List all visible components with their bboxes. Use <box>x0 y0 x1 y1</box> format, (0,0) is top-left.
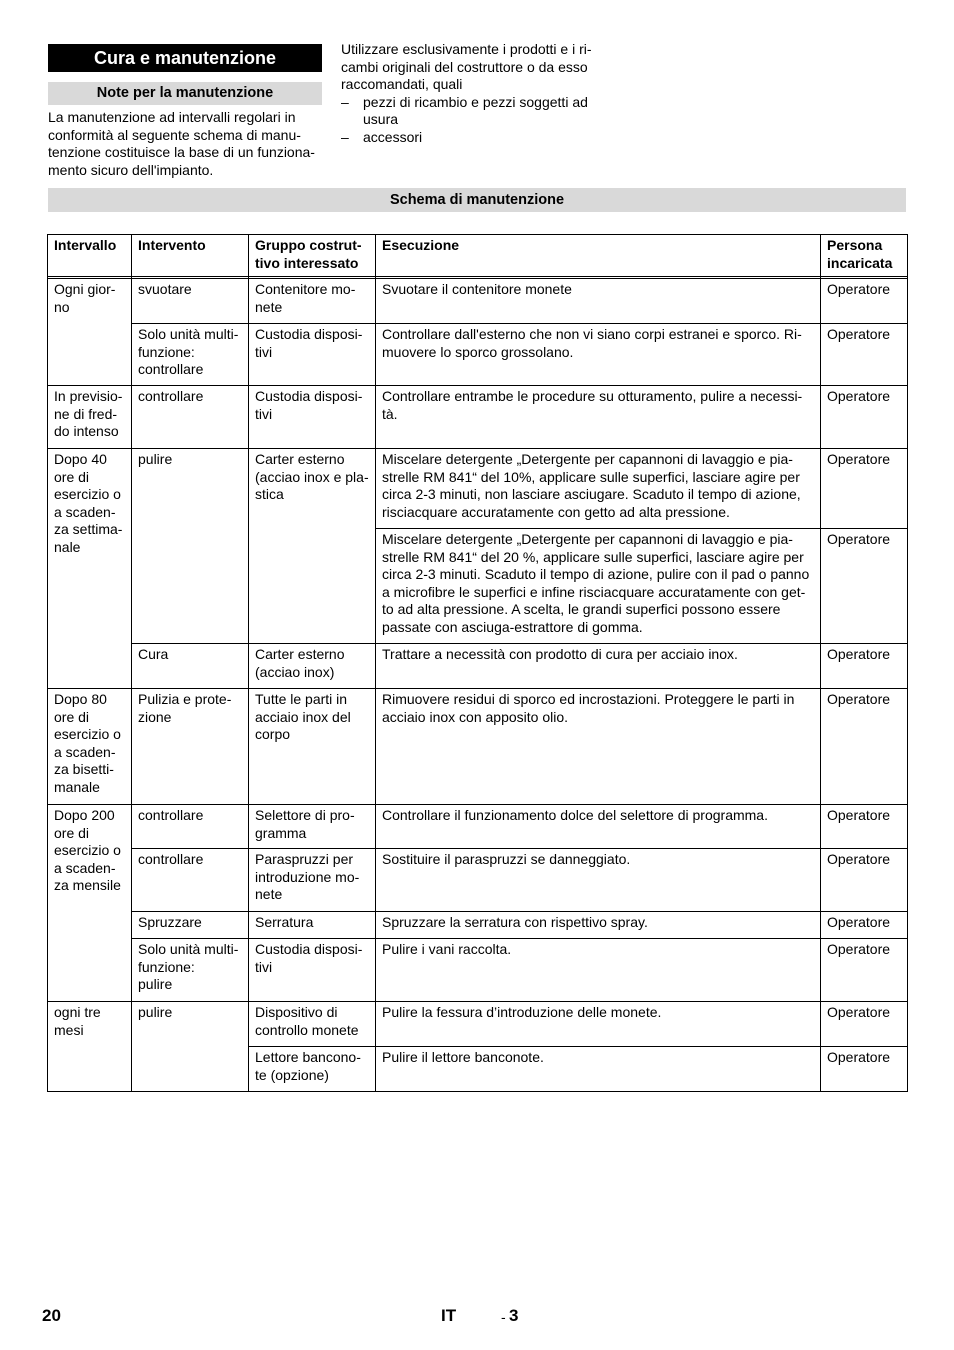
cell-line: Miscelare detergente „Detergente per capannoni di lavaggio e pia- <box>382 451 793 467</box>
header-persona <box>821 235 908 277</box>
cell-line: Pulire i vani raccolta. <box>382 941 512 957</box>
persona-cell <box>821 912 908 939</box>
language-code: IT <box>441 1306 457 1325</box>
cell-line: nete <box>255 886 283 902</box>
gruppo-cell <box>249 386 376 449</box>
cell-line: zione <box>138 708 172 725</box>
cell-line: (acciao inox) <box>255 663 335 680</box>
cell-line: Controllare entrambe le procedure su otturamento, pulire a necessi- <box>382 388 803 404</box>
esecuzione-cell <box>376 939 821 1002</box>
cell-line: ore di <box>54 468 90 485</box>
gruppo-cell <box>249 644 376 689</box>
cell-line: Paraspruzzi per <box>255 851 354 867</box>
schema-title: Schema di manutenzione <box>48 188 906 212</box>
cell-line: Spruzzare la serratura con rispettivo spray. <box>382 914 648 930</box>
cell-line: stica <box>255 486 284 502</box>
intervento-cell <box>132 449 249 644</box>
cell-line: a microfibre le superfici e infine risciacquare accuratamente con get- <box>382 583 806 600</box>
cell-line: In previsio- <box>54 388 123 404</box>
table-row <box>48 805 908 849</box>
table-row <box>48 324 908 386</box>
cell-line: Operatore <box>827 326 891 342</box>
cell-line: Controllare il funzionamento dolce del selettore di programma. <box>382 807 768 823</box>
cell-line: acciaio inox del <box>255 708 351 725</box>
cell-line: ore di <box>54 708 90 725</box>
gruppo-cell <box>249 689 376 805</box>
cell-line: pulire <box>138 1004 173 1020</box>
esecuzione-cell <box>376 1002 821 1047</box>
esecuzione-cell <box>376 644 821 689</box>
persona-cell <box>821 644 908 689</box>
cell-line: Operatore <box>827 941 891 957</box>
gruppo-cell <box>249 324 376 386</box>
cell-line: tivi <box>255 343 273 360</box>
cell-line: Pulizia e prote- <box>138 691 232 707</box>
page-number: 20 <box>42 1306 61 1325</box>
gruppo-cell <box>249 449 376 644</box>
cell-line: a scaden- <box>54 859 116 876</box>
cell-line: svuotare <box>138 281 192 297</box>
cell-line: Operatore <box>827 531 891 547</box>
cell-line: controllare <box>138 851 204 867</box>
cell-line: to ad alta pressione. A scelta, le grandi superfici possono essere <box>382 601 781 617</box>
esecuzione-cell <box>376 689 821 805</box>
cell-line: Selettore di pro- <box>255 807 355 823</box>
cell-line: Pulire la fessura d’introduzione delle monete. <box>382 1004 662 1020</box>
cell-line: Carter esterno <box>255 646 345 662</box>
cell-line: controllo monete <box>255 1021 359 1038</box>
intervallo-cell <box>48 386 132 449</box>
subsection-title: Note per la manutenzione <box>48 82 322 105</box>
esecuzione-cell <box>376 529 821 644</box>
cell-line: Operatore <box>827 388 891 404</box>
persona-cell <box>821 689 908 805</box>
list-item <box>341 129 621 147</box>
intervento-cell <box>132 1002 249 1092</box>
cell-line: Intervallo <box>54 237 117 253</box>
cell-line: introduzione mo- <box>255 868 360 885</box>
cell-line: Carter esterno <box>255 451 345 467</box>
intervento-cell <box>132 386 249 449</box>
cell-line: Operatore <box>827 1004 891 1020</box>
cell-line: Svuotare il contenitore monete <box>382 281 572 297</box>
maintenance-table <box>47 234 908 1092</box>
cell-line: tivo interessato <box>255 254 359 271</box>
cell-line: Dopo 80 <box>54 691 107 707</box>
list-item-line: pezzi di ricambio e pezzi soggetti ad <box>363 93 588 110</box>
intro-line: conformità al seguente schema di manu- <box>48 126 301 143</box>
note-line: cambi originali del costruttore o da esso <box>341 58 588 75</box>
table-row <box>48 689 908 805</box>
list-item-line: usura <box>363 111 399 127</box>
esecuzione-cell <box>376 912 821 939</box>
sub-page-number: 3 <box>509 1306 519 1325</box>
cell-line: za settima- <box>54 521 123 537</box>
intro-paragraph <box>48 109 324 179</box>
cell-line: pulire <box>138 451 173 467</box>
intervallo-cell <box>48 1002 132 1092</box>
intervento-cell <box>132 279 249 324</box>
table-row <box>48 849 908 912</box>
cell-line: Serratura <box>255 914 314 930</box>
gruppo-cell <box>249 805 376 849</box>
header-esecuzione <box>376 235 821 277</box>
cell-line: Pulire il lettore banconote. <box>382 1049 544 1065</box>
cell-line: funzione: <box>138 343 195 360</box>
cell-line: za mensile <box>54 877 121 893</box>
intervento-cell <box>132 849 249 912</box>
intro-line: tenzione costituisce la base di un funziona- <box>48 144 315 160</box>
esecuzione-cell <box>376 386 821 449</box>
intervallo-cell <box>48 689 132 805</box>
intervento-cell <box>132 912 249 939</box>
spare-parts-note <box>341 41 621 146</box>
persona-cell <box>821 279 908 324</box>
cell-line: Solo unità multi- <box>138 326 239 342</box>
cell-line: circa 2-3 minuti, non lasciare asciugare. Scaduto il tempo di azione, <box>382 486 801 502</box>
intro-line: mento sicuro dell'impianto. <box>48 161 214 178</box>
cell-line: controllare <box>138 388 204 404</box>
cell-line: Intervento <box>138 237 206 253</box>
table-row <box>48 912 908 939</box>
note-line: Utilizzare esclusivamente i prodotti e i ri- <box>341 41 592 57</box>
table-row <box>48 644 908 689</box>
cell-line: tivi <box>255 405 273 422</box>
persona-cell <box>821 386 908 449</box>
cell-line: Gruppo costrut- <box>255 237 362 253</box>
cell-line: Rimuovere residui di sporco ed incrostazioni. Proteggere le parti in <box>382 691 795 707</box>
cell-line: ne di fred- <box>54 405 118 422</box>
esecuzione-cell <box>376 805 821 849</box>
intervallo-cell <box>48 805 132 1002</box>
footer-dash: - <box>501 1309 506 1325</box>
persona-cell <box>821 324 908 386</box>
cell-line: controllare <box>138 361 204 377</box>
cell-line: manale <box>54 778 100 795</box>
gruppo-cell <box>249 1047 376 1092</box>
cell-line: nale <box>54 538 81 555</box>
table-row <box>48 1002 908 1047</box>
cell-line: Contenitore mo- <box>255 281 356 297</box>
cell-line: esercizio o <box>54 726 121 742</box>
cell-line: Solo unità multi- <box>138 941 239 957</box>
cell-line: Spruzzare <box>138 914 202 930</box>
header-intervento <box>132 235 249 277</box>
cell-line: Controllare dall'esterno che non vi siano corpi estranei e sporco. Ri- <box>382 326 802 342</box>
list-dash: – <box>341 128 349 145</box>
persona-cell <box>821 849 908 912</box>
cell-line: Operatore <box>827 807 891 823</box>
cell-line: Operatore <box>827 281 891 297</box>
intervallo-cell <box>48 279 132 386</box>
cell-line: Ogni gior- <box>54 281 116 297</box>
list-item-line: accessori <box>363 128 423 145</box>
cell-line: gramma <box>255 824 307 841</box>
intro-line: La manutenzione ad intervalli regolari in <box>48 109 296 125</box>
persona-cell <box>821 1002 908 1047</box>
header-intervallo <box>48 235 132 277</box>
cell-line: Trattare a necessità con prodotto di cura per acciaio inox. <box>382 646 738 662</box>
esecuzione-cell <box>376 279 821 324</box>
cell-line: Dopo 40 <box>54 451 107 467</box>
table-row <box>48 386 908 449</box>
intervento-cell <box>132 939 249 1002</box>
list-dash: – <box>341 93 349 110</box>
gruppo-cell <box>249 849 376 912</box>
cell-line: ogni tre <box>54 1004 101 1020</box>
intervento-cell <box>132 805 249 849</box>
gruppo-cell <box>249 939 376 1002</box>
cell-line: corpo <box>255 726 291 742</box>
cell-line: Miscelare detergente „Detergente per capannoni di lavaggio e pia- <box>382 531 793 547</box>
persona-cell <box>821 805 908 849</box>
cell-line: tivi <box>255 958 273 975</box>
gruppo-cell <box>249 912 376 939</box>
cell-line: Tutte le parti in <box>255 691 348 707</box>
cell-line: Cura <box>138 646 169 662</box>
cell-line: Persona <box>827 237 883 253</box>
cell-line: passate con asciuga-estrattore di gomma. <box>382 618 643 635</box>
cell-line: Operatore <box>827 646 891 662</box>
cell-line: controllare <box>138 807 204 823</box>
cell-line: acciaio inox con apposito olio. <box>382 708 569 725</box>
cell-line: za bisetti- <box>54 761 114 777</box>
cell-line: esercizio o <box>54 842 121 858</box>
intervento-cell <box>132 689 249 805</box>
cell-line: a scaden- <box>54 743 116 760</box>
cell-line: Operatore <box>827 851 891 867</box>
cell-line: funzione: <box>138 958 195 975</box>
cell-line: Dispositivo di <box>255 1004 338 1020</box>
esecuzione-cell <box>376 449 821 529</box>
cell-line: Custodia disposi- <box>255 388 363 404</box>
cell-line: Custodia disposi- <box>255 941 363 957</box>
intervento-cell <box>132 644 249 689</box>
cell-line: incaricata <box>827 254 893 271</box>
esecuzione-cell <box>376 1047 821 1092</box>
cell-line: muovere lo sporco grossolano. <box>382 343 574 360</box>
cell-line: strelle RM 841“ del 20 %, applicare sulle superfici, lasciare agire per <box>382 548 804 565</box>
cell-line: pulire <box>138 976 173 992</box>
cell-line: te (opzione) <box>255 1066 329 1083</box>
cell-line: strelle RM 841“ del 10%, applicare sulle superfici, lasciare agire per <box>382 468 800 485</box>
cell-line: esercizio o <box>54 486 121 502</box>
cell-line: Sostituire il paraspruzzi se danneggiato. <box>382 851 631 867</box>
persona-cell <box>821 529 908 644</box>
esecuzione-cell <box>376 849 821 912</box>
table-row <box>48 939 908 1002</box>
cell-line: Operatore <box>827 1049 891 1065</box>
persona-cell <box>821 939 908 1002</box>
cell-line: Operatore <box>827 691 891 707</box>
table-header-row <box>48 235 908 277</box>
cell-line: ore di <box>54 824 90 841</box>
cell-line: no <box>54 298 70 315</box>
cell-line: do intenso <box>54 423 119 439</box>
cell-line: mesi <box>54 1021 84 1038</box>
gruppo-cell <box>249 1002 376 1047</box>
cell-line: Operatore <box>827 451 891 467</box>
cell-line: Operatore <box>827 914 891 930</box>
cell-line: tà. <box>382 405 398 422</box>
persona-cell <box>821 1047 908 1092</box>
cell-line: (acciao inox e pla- <box>255 468 369 485</box>
note-line: raccomandati, quali <box>341 76 463 92</box>
list-item <box>341 94 621 129</box>
cell-line: a scaden- <box>54 503 116 520</box>
esecuzione-cell <box>376 324 821 386</box>
cell-line: Dopo 200 <box>54 807 115 823</box>
header-gruppo <box>249 235 376 277</box>
cell-line: Esecuzione <box>382 237 460 253</box>
cell-line: nete <box>255 298 283 315</box>
cell-line: risciacquare accuratamente con getto ad alta pressione. <box>382 503 730 520</box>
section-title: Cura e manutenzione <box>48 44 322 72</box>
table-row <box>48 279 908 324</box>
gruppo-cell <box>249 279 376 324</box>
cell-line: circa 2-3 minuti. Scaduto il tempo di azione, pulire con il pad o panno <box>382 566 810 582</box>
cell-line: Lettore bancono- <box>255 1049 361 1065</box>
intervallo-cell <box>48 449 132 689</box>
intervento-cell <box>132 324 249 386</box>
table-row <box>48 449 908 529</box>
cell-line: Custodia disposi- <box>255 326 363 342</box>
persona-cell <box>821 449 908 529</box>
